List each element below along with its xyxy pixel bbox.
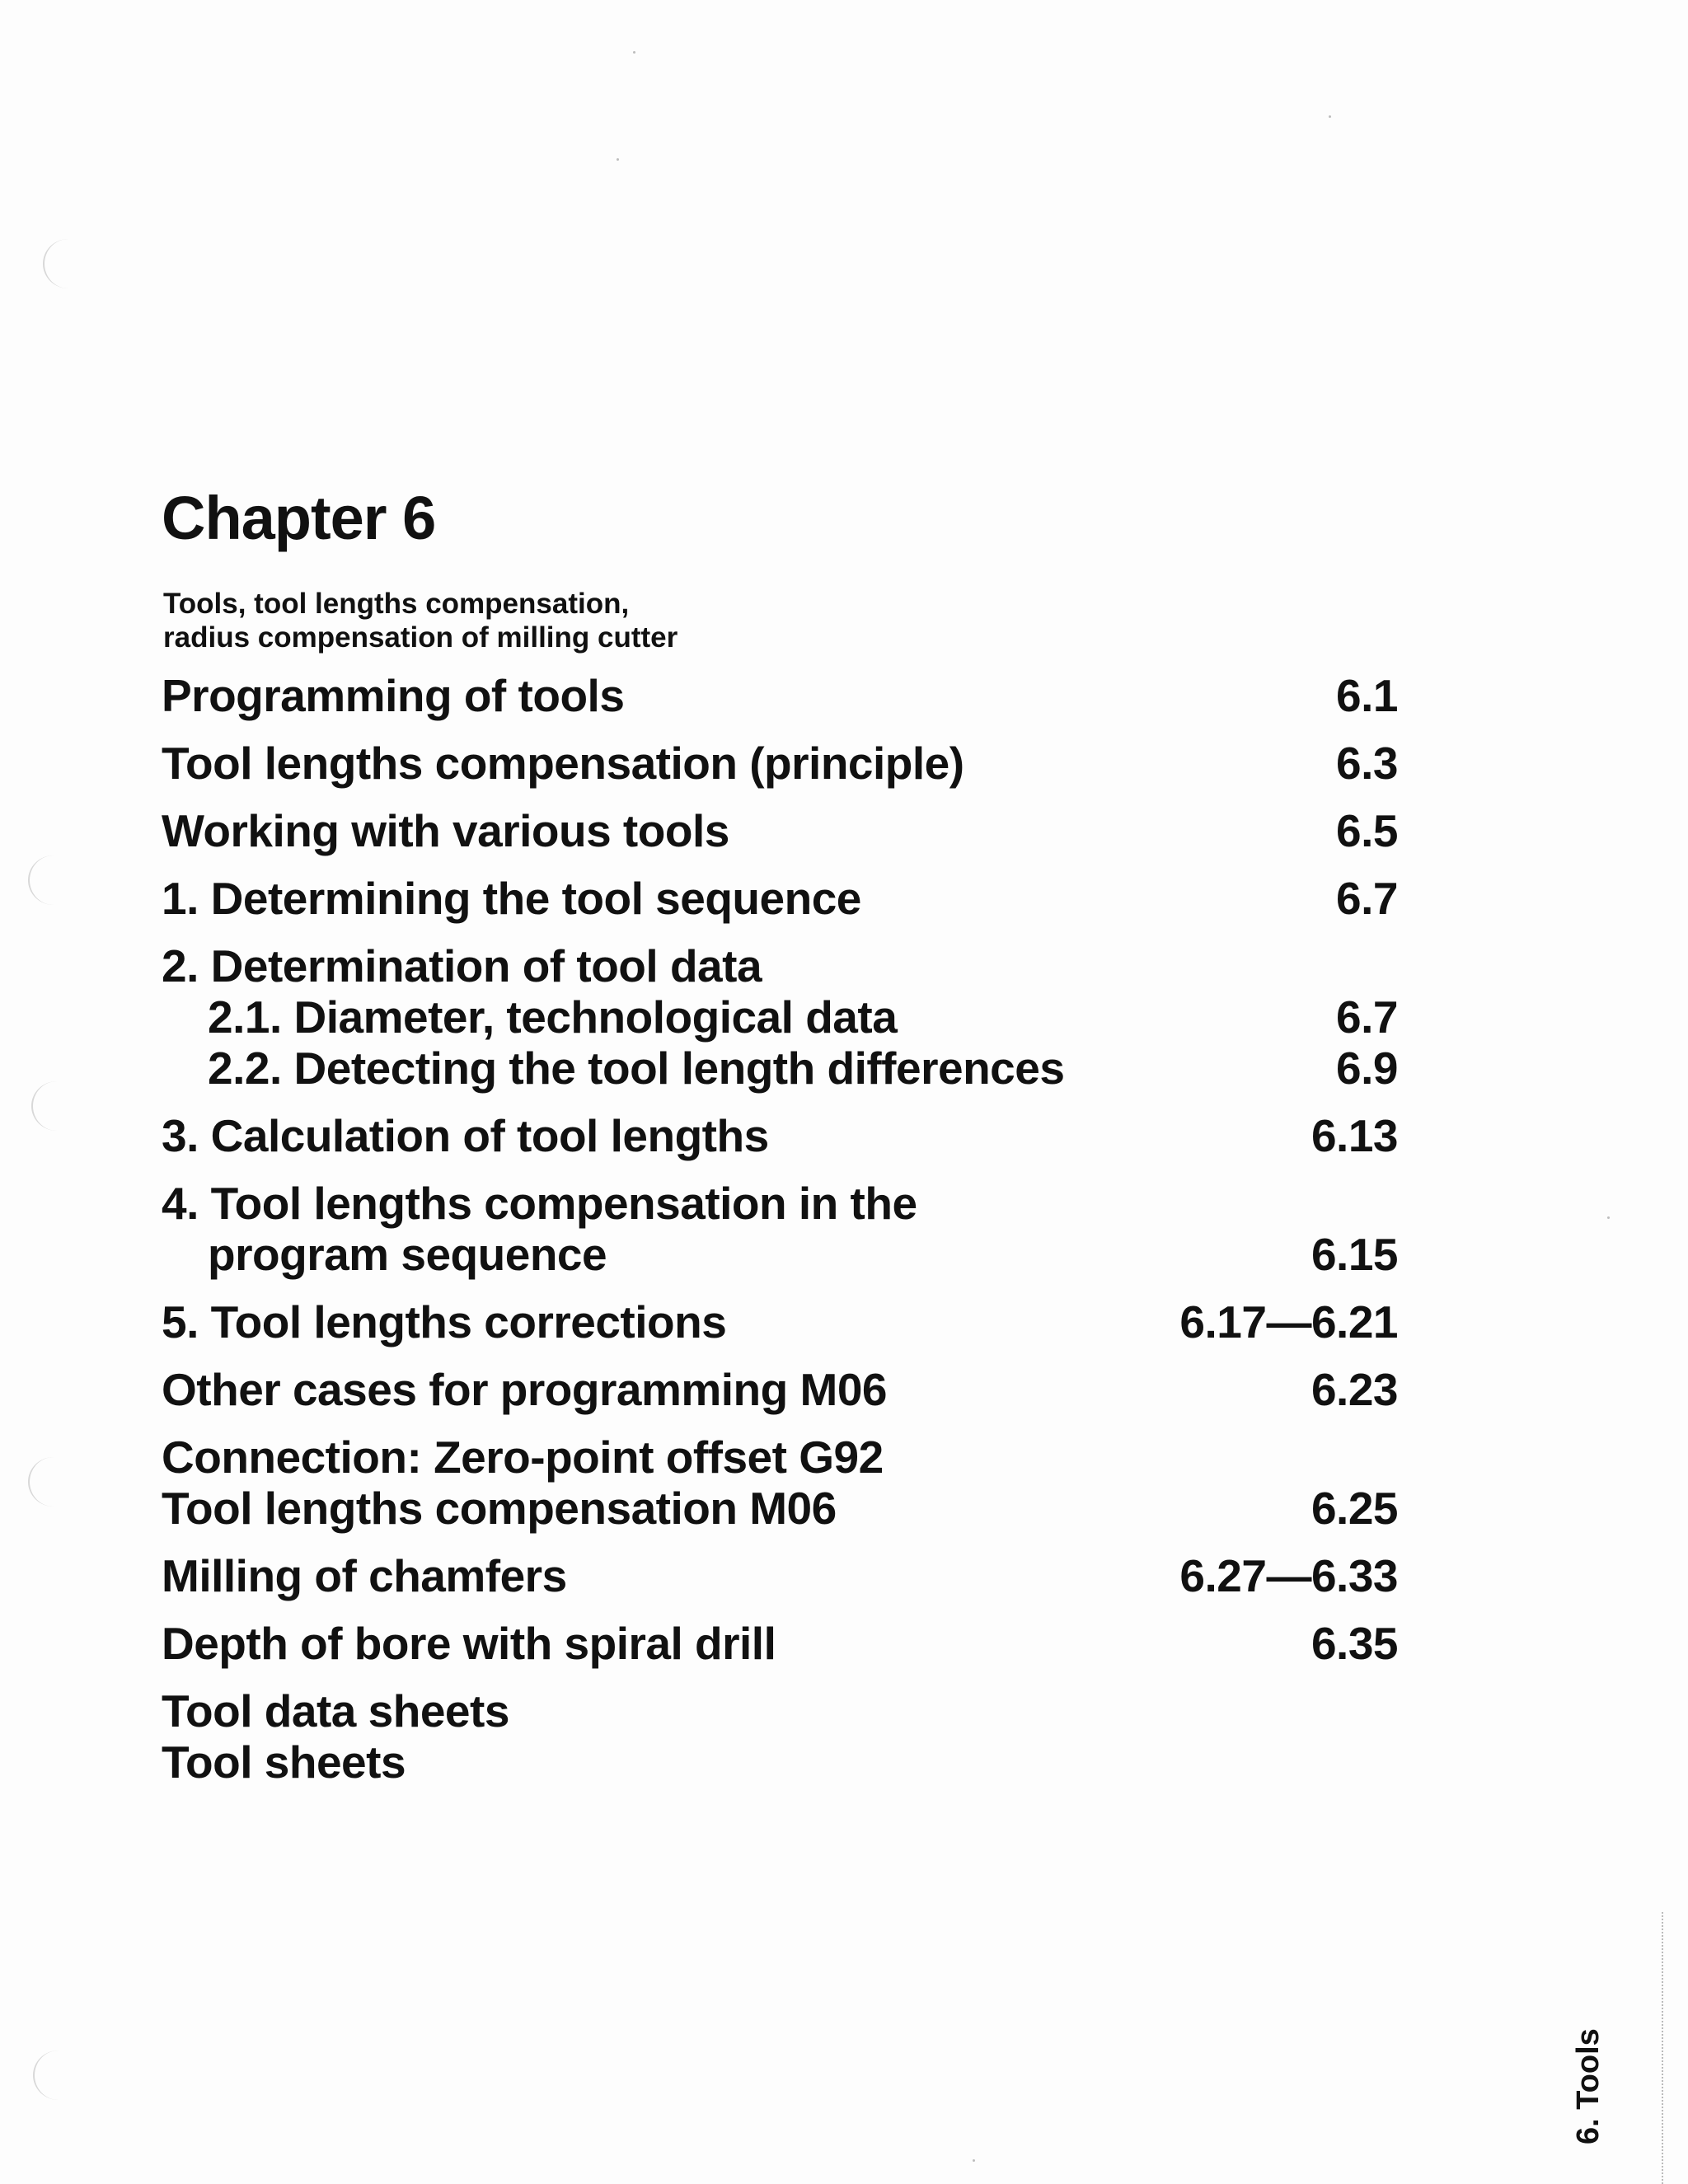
toc-entry-page: 6.9 bbox=[1336, 1043, 1398, 1094]
scan-speck bbox=[1607, 1216, 1610, 1219]
toc-entry-label: 2.2. Detecting the tool length differences bbox=[208, 1043, 1065, 1094]
toc-entry-label: 1. Determining the tool sequence bbox=[162, 873, 861, 924]
toc-entry-label: Tool lengths compensation (principle) bbox=[162, 738, 964, 789]
chapter-subtitle-line: radius compensation of milling cutter bbox=[163, 621, 678, 654]
toc-entry-label: Programming of tools bbox=[162, 670, 625, 721]
toc-entry-label: Depth of bore with spiral drill bbox=[162, 1618, 776, 1669]
toc-entry-label: program sequence bbox=[208, 1229, 607, 1280]
toc-entry-page: 6.3 bbox=[1336, 738, 1398, 789]
toc-entry-label: Working with various tools bbox=[162, 805, 729, 856]
toc-entry-page: 6.17—6.21 bbox=[1179, 1296, 1398, 1347]
toc-entry-page: 6.25 bbox=[1311, 1483, 1398, 1534]
toc-entry-page: 6.23 bbox=[1311, 1364, 1398, 1415]
binder-hole-mark bbox=[28, 1457, 79, 1507]
toc-entry-label: 2.1. Diameter, technological data bbox=[208, 991, 898, 1043]
toc-entry-label: 2. Determination of tool data bbox=[162, 940, 762, 991]
toc-entry-label: Tool lengths compensation M06 bbox=[162, 1483, 837, 1534]
toc-entry-page: 6.1 bbox=[1336, 670, 1398, 721]
binder-hole-mark bbox=[31, 1081, 82, 1131]
toc-entry-page: 6.7 bbox=[1336, 873, 1398, 924]
toc-entry-label: 5. Tool lengths corrections bbox=[162, 1296, 727, 1347]
binder-hole-mark bbox=[43, 239, 94, 288]
toc-entry-page: 6.35 bbox=[1311, 1618, 1398, 1669]
chapter-subtitle-line: Tools, tool lengths compensation, bbox=[163, 588, 630, 620]
binder-hole-mark bbox=[28, 855, 79, 905]
toc-entry-page: 6.27—6.33 bbox=[1179, 1550, 1398, 1601]
toc-entry-label: Connection: Zero-point offset G92 bbox=[162, 1432, 884, 1483]
chapter-title: Chapter 6 bbox=[162, 484, 436, 552]
toc-entry-page: 6.5 bbox=[1336, 805, 1398, 856]
toc-entry-label: Tool sheets bbox=[162, 1736, 406, 1788]
section-side-tab: 6. Tools bbox=[1571, 2028, 1606, 2144]
toc-entry-label: Tool data sheets bbox=[162, 1685, 509, 1736]
binder-hole-mark bbox=[33, 2050, 84, 2100]
toc-entry-page: 6.7 bbox=[1336, 991, 1398, 1043]
table-of-contents bbox=[162, 0, 1398, 2184]
page-edge-perforation bbox=[1662, 1912, 1663, 2184]
toc-entry-label: Other cases for programming M06 bbox=[162, 1364, 888, 1415]
toc-entry-label: 3. Calculation of tool lengths bbox=[162, 1110, 769, 1161]
toc-entry-page: 6.15 bbox=[1311, 1229, 1398, 1280]
toc-entry-label: Milling of chamfers bbox=[162, 1550, 567, 1601]
toc-entry-label: 4. Tool lengths compensation in the bbox=[162, 1178, 917, 1229]
toc-entry-page: 6.13 bbox=[1311, 1110, 1398, 1161]
